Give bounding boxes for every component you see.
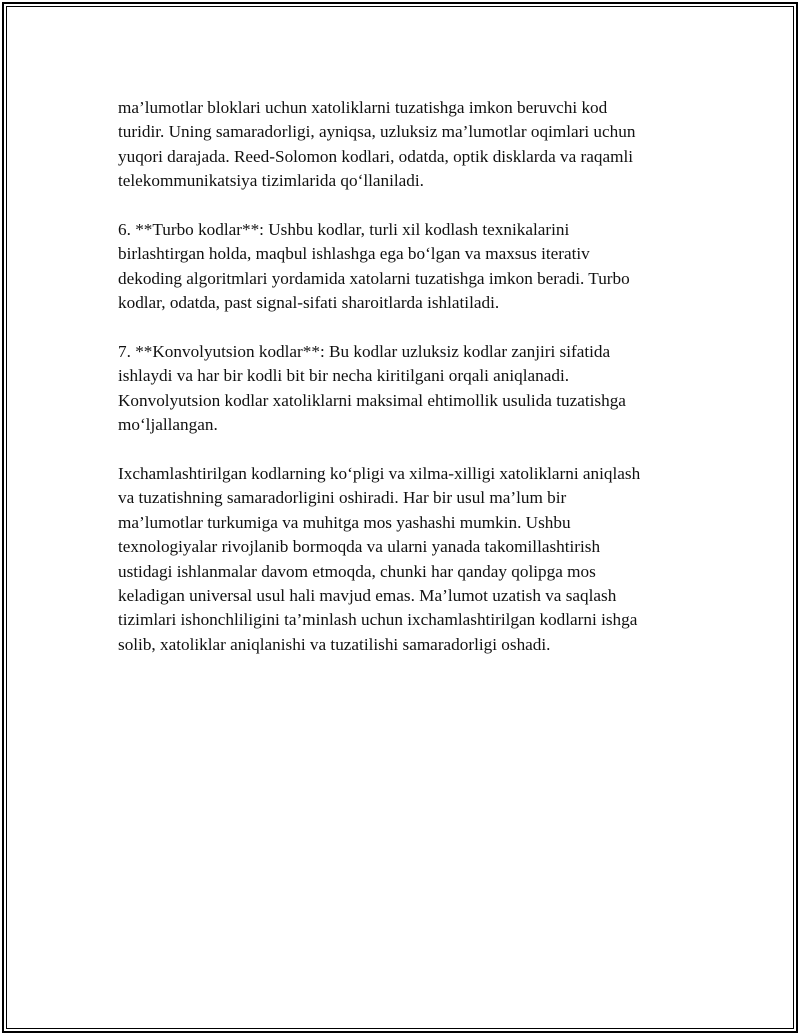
paragraph-conclusion — [118, 462, 698, 657]
text-line: Ixchamlashtirilgan kodlarning ko‘pligi va xilma-xilligi xatoliklarni aniqlash — [118, 464, 641, 484]
text-line: texnologiyalar rivojlanib bormoqda va ularni yanada takomillashtirish — [118, 537, 601, 557]
paragraph-reed-solomon — [118, 96, 698, 194]
text-line: yuqori darajada. Reed-Solomon kodlari, odatda, optik disklarda va raqamli — [118, 146, 634, 166]
paragraph-convolutional-codes — [118, 340, 698, 438]
document-body — [118, 96, 698, 682]
text-line: ustidagi ishlanmalar davom etmoqda, chunki har qanday qolipga mos — [118, 561, 596, 581]
text-line: Konvolyutsion kodlar xatoliklarni maksimal ehtimollik usulida tuzatishga — [118, 390, 626, 410]
text-line: keladigan universal usul hali mavjud emas. Ma’lumot uzatish va saqlash — [118, 586, 617, 606]
text-line: tizimlari ishonchliligini ta’minlash uchun ixchamlashtirilgan kodlarni ishga — [118, 610, 638, 630]
text-line: kodlar, odatda, past signal-sifati sharoitlarda ishlatiladi. — [118, 293, 500, 313]
paragraph-turbo-codes — [118, 218, 698, 316]
page-frame — [2, 2, 798, 1033]
text-line: birlashtirgan holda, maqbul ishlashga ega bo‘lgan va maxsus iterativ — [118, 244, 590, 264]
text-line: ma’lumotlar bloklari uchun xatoliklarni tuzatishga imkon beruvchi kod — [118, 98, 608, 117]
text-line: telekommunikatsiya tizimlarida qo‘llaniladi. — [118, 171, 424, 191]
text-line: turidir. Uning samaradorligi, ayniqsa, uzluksiz ma’lumotlar oqimlari uchun — [118, 122, 636, 142]
text-line: ma’lumotlar turkumiga va muhitga mos yashashi mumkin. Ushbu — [118, 512, 571, 532]
text-line: 6. **Turbo kodlar**: Ushbu kodlar, turli xil kodlash texnikalarini — [118, 220, 570, 240]
text-line: solib, xatoliklar aniqlanishi va tuzatilishi samaradorligi oshadi. — [118, 634, 551, 654]
text-line: 7. **Konvolyutsion kodlar**: Bu kodlar uzluksiz kodlar zanjiri sifatida — [118, 342, 611, 362]
text-line: mo‘ljallangan. — [118, 415, 218, 435]
text-line: ishlaydi va har bir kodli bit bir necha kiritilgani orqali aniqlanadi. — [118, 366, 570, 386]
text-line: dekoding algoritmlari yordamida xatolarni tuzatishga imkon beradi. Turbo — [118, 268, 630, 288]
text-line: va tuzatishning samaradorligini oshiradi. Har bir usul ma’lum bir — [118, 488, 567, 508]
